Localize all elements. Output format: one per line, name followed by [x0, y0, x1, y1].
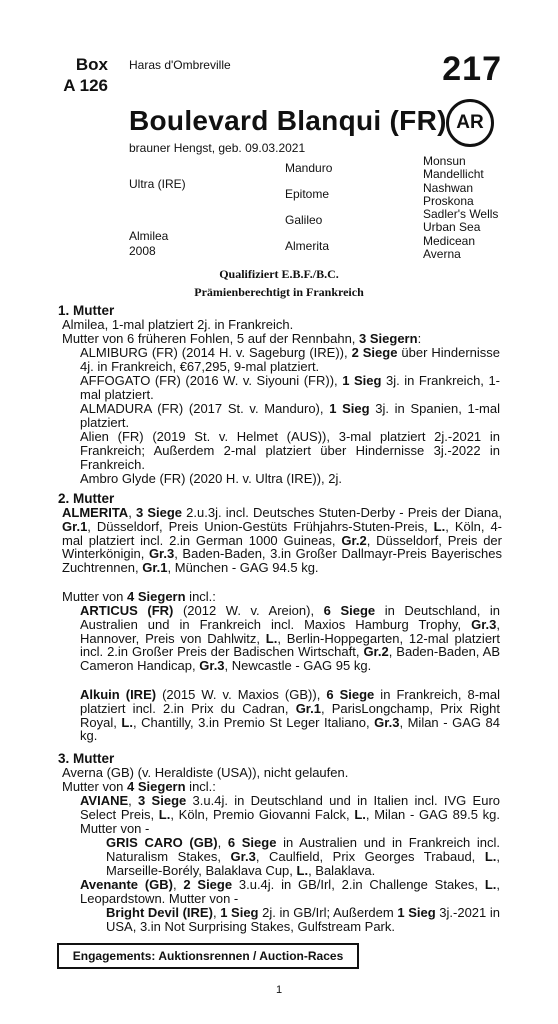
produce-almadura: ALMADURA (FR) (2017 St. v. Manduro), 1 Sieg 3j. in Spanien, 1-mal platziert. [80, 401, 500, 430]
second-dam-almerita: ALMERITA, 3 Siege 2.u.3j. incl. Deutsches Stuten-Derby - Preis der Diana, Gr.1, Düsseldorf, Preis Union-Gestüts Frühjahrs-Stuten-Preis, L., Köln, 4-mal platziert incl. 2.in German 1000 Guineas, Gr.2, Düsseldorf, Preis der Winterkönigin, Gr.3, Baden-Baden, 3.in Großer Dallmayr-Preis Bayerisches Zuchtrennen, Gr.1, München - GAG 94.5 kg. [62, 505, 503, 576]
box-line1: Box [75, 55, 108, 74]
qualification-france: Prämienberechtigt in Frankreich [194, 285, 364, 299]
qualification-ebf: Qualifiziert E.B.F./B.C. [219, 267, 339, 281]
produce-almiburg: ALMIBURG (FR) (2014 H. v. Sageburg (IRE)), 2 Siege über Hindernisse 4j. in Frankreich, €67,295, 9-mal platziert. [80, 345, 501, 374]
pedigree-g4: Proskona [423, 194, 474, 208]
box-label [58, 54, 108, 96]
third-dam-produce-summary: Mutter von 4 Siegern incl.: [62, 779, 216, 794]
pedigree-g1: Monsun [423, 154, 466, 168]
pedigree-g2: Mandellicht [423, 167, 484, 181]
breeder: Haras d'Ombreville [129, 58, 231, 72]
box-line2: A 126 [63, 76, 108, 95]
pedigree-dam-dam: Almerita [285, 239, 330, 253]
pedigree-sire: Ultra (IRE) [129, 177, 186, 191]
produce-alkuin: Alkuin (IRE) (2015 W. v. Maxios (GB)), 6 Siege in Frankreich, 8-mal platziert incl. 2.in Prix du Cadran, Gr.1, ParisLongchamp, Prix Right Royal, L., Chantilly, 3.in Premio St Leger Italiano, Gr.3, Milan - GAG 84 kg. [80, 687, 500, 744]
pedigree-sire-sire: Manduro [285, 161, 333, 175]
pedigree-dam-sire: Galileo [285, 213, 323, 227]
produce-articus: ARTICUS (FR) (2012 W. v. Areion), 6 Siege in Deutschland, in Australien und in Frankreich incl. Maxios Hamburg Trophy, Gr.3, Hannover, Preis von Dahlwitz, L., Berlin-Hoppegarten, 12-mal platziert incl. 2.in Großer Preis der Badischen Wirtschaft, Gr.2, Baden-Baden, AB Cameron Handicap, Gr.3, Newcastle - GAG 95 kg. [80, 603, 501, 674]
produce-ambro-glyde: Ambro Glyde (FR) (2020 H. v. Ultra (IRE)), 2j. [80, 471, 342, 486]
third-dam-averna: Averna (GB) (v. Heraldiste (USA)), nicht gelaufen. [62, 765, 349, 780]
pedigree-g3: Nashwan [423, 181, 474, 195]
produce-avenante: Avenante (GB), 2 Siege 3.u.4j. in GB/Irl, 2.in Challenge Stakes, L., Leopardstown. Mutter von - [80, 877, 500, 906]
first-dam-heading: 1. Mutter [58, 303, 115, 318]
pedigree-dam-year: 2008 [129, 244, 156, 258]
first-dam-produce-summary: Mutter von 6 früheren Fohlen, 5 auf der Rennbahn, 3 Siegern: [62, 331, 422, 346]
pedigree-sire-dam: Epitome [285, 187, 330, 201]
engagements-box: Engagements: Auktionsrennen / Auction-Races [57, 943, 359, 969]
pedigree-g7: Medicean [423, 234, 476, 248]
produce-affogato: AFFOGATO (FR) (2016 W. v. Siyouni (FR)), 1 Sieg 3j. in Frankreich, 1-mal platziert. [80, 373, 501, 402]
second-dam-heading: 2. Mutter [58, 491, 115, 506]
first-dam-intro: Almilea, 1-mal platziert 2j. in Frankreich. [62, 317, 294, 332]
produce-alien: Alien (FR) (2019 St. v. Helmet (AUS)), 3-mal platziert 2j.-2021 in Frankreich; Außerdem 2-mal platziert über Hindernisse 3j.-2022 in Frankreich. [80, 429, 500, 472]
pedigree-g6: Urban Sea [423, 220, 481, 234]
horse-description: brauner Hengst, geb. 09.03.2021 [129, 141, 306, 155]
lot-number: 217 [442, 50, 502, 88]
ar-badge: AR [446, 99, 494, 147]
second-dam-produce-summary: Mutter von 4 Siegern incl.: [62, 589, 216, 604]
horse-name: Boulevard Blanqui (FR) [129, 105, 447, 136]
page-number: 1 [275, 984, 283, 996]
pedigree-g8: Averna [423, 247, 461, 261]
third-dam-heading: 3. Mutter [58, 751, 115, 766]
pedigree-g5: Sadler's Wells [423, 207, 499, 221]
produce-aviane: AVIANE, 3 Siege 3.u.4j. in Deutschland und in Italien incl. IVG Euro Select Preis, L., Köln, Premio Giovanni Falck, L., Milan - GAG 89.5 kg. Mutter von - [80, 793, 500, 836]
pedigree-dam: Almilea [129, 229, 169, 243]
produce-bright-devil: Bright Devil (IRE), 1 Sieg 2j. in GB/Irl; Außerdem 1 Sieg 3j.-2021 in USA, 3.in Not Surprising Stakes, Gulfstream Park. [106, 905, 501, 934]
produce-gris-caro: GRIS CARO (GB), 6 Siege in Australien und in Frankreich incl. Naturalism Stakes, Gr.3, Caulfield, Prix Georges Trabaud, L., Marseille-Borély, Balaklava Cup, L., Balaklava. [106, 835, 500, 878]
